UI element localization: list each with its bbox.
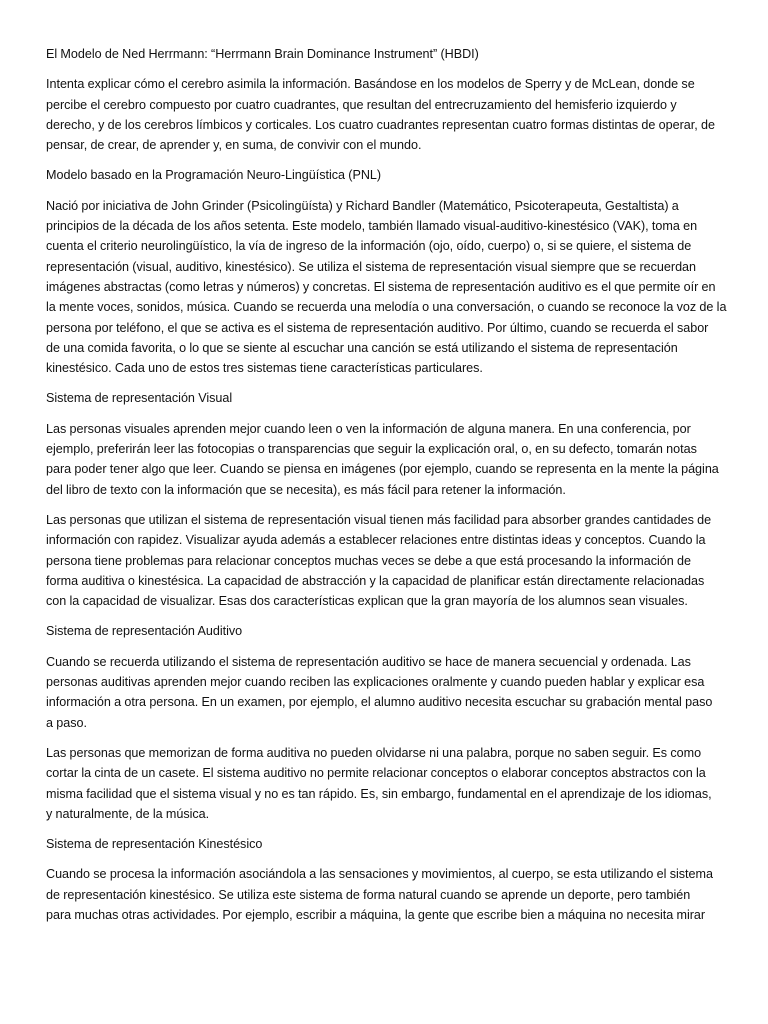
section-heading-2 — [46, 165, 726, 185]
text-line: Nació por iniciativa de John Grinder (Psicolingüísta) y Richard Bandler (Matemático, Psicoterapeuta, Gestaltista) a — [46, 198, 679, 213]
text-line: cortar la cinta de un casete. El sistema auditivo no permite relacionar conceptos o elaborar conceptos abstractos con la — [46, 766, 706, 781]
text-line: cuenta el criterio neurolingüístico, la vía de ingreso de la información (ojo, oído, cuerpo) o, si se quiere, el sistema de — [46, 239, 692, 254]
text-line: persona tiene problemas para relacionar conceptos muchas veces se debe a que está procesando la información de — [46, 553, 691, 568]
paragraph-2 — [46, 196, 726, 379]
section-heading-1 — [46, 44, 726, 64]
paragraph-3 — [46, 419, 726, 500]
text-line: principios de la década de los años setenta. Este modelo, también llamado visual-auditivo-kinestésico (VAK), toma en — [46, 219, 698, 234]
paragraph-7 — [46, 864, 726, 925]
text-line: forma auditiva o kinestésica. La capacidad de abstracción y la capacidad de planificar están directamente relacionadas — [46, 573, 705, 588]
text-line: Modelo basado en la Programación Neuro-Lingüística (PNL) — [46, 168, 382, 183]
text-line: con la capacidad de visualizar. Esas dos características explican que la gran mayoría de los alumnos sean visuales. — [46, 594, 688, 609]
text-line: Cuando se recuerda utilizando el sistema de representación auditivo se hace de manera secuencial y ordenada. Las — [46, 654, 691, 669]
text-line: del libro de texto con la información que se necesita), es más fácil para retener la información. — [46, 482, 566, 497]
text-line: Intenta explicar cómo el cerebro asimila la información. Basándose en los modelos de Sperry y de McLean, donde se — [46, 77, 695, 92]
document-page — [46, 44, 726, 935]
text-line: ejemplo, preferirán leer las fotocopias o transparencias que seguir la explicación oral, o, en su defecto, tomarán notas — [46, 442, 697, 457]
text-line: persona por teléfono, el que se activa es el sistema de representación auditivo. Por último, cuando se recuerda el sabor — [46, 320, 709, 335]
section-heading-3 — [46, 388, 726, 408]
text-line: El Modelo de Ned Herrmann: “Herrmann Brain Dominance Instrument” (HBDI) — [46, 47, 479, 61]
paragraph-4 — [46, 510, 726, 611]
text-line: misma facilidad que el sistema visual y no es tan rápido. Es, sin embargo, fundamental en el aprendizaje de los idiomas, — [46, 786, 712, 801]
text-line: Las personas que utilizan el sistema de representación visual tienen más facilidad para absorber grandes cantidades de — [46, 512, 712, 527]
text-line: kinestésico. Cada uno de estos tres sistemas tiene características particulares. — [46, 361, 483, 376]
paragraph-6 — [46, 743, 726, 824]
text-line: Sistema de representación Kinestésico — [46, 837, 263, 852]
text-line: representación (visual, auditivo, kinestésico). Se utiliza el sistema de representación visual siempre que se recuerdan — [46, 259, 697, 274]
text-line: y naturalmente, de la música. — [46, 806, 210, 821]
text-line: Sistema de representación Auditivo — [46, 624, 243, 639]
text-line: para muchas otras actividades. Por ejemplo, escribir a máquina, la gente que escribe bien a máquina no necesita mirar — [46, 907, 706, 922]
text-line: para poder tener algo que leer. Cuando se piensa en imágenes (por ejemplo, cuando se representa en la mente la página — [46, 462, 719, 477]
text-line: Sistema de representación Visual — [46, 391, 233, 406]
text-line: percibe el cerebro compuesto por cuatro cuadrantes, que resultan del entrecruzamiento del hemisferio izquierdo y — [46, 97, 677, 112]
text-line: de representación kinestésico. Se utiliza este sistema de forma natural cuando se aprende un deporte, pero también — [46, 887, 691, 902]
text-line: Las personas visuales aprenden mejor cuando leen o ven la información de alguna manera. En una conferencia, por — [46, 421, 691, 436]
text-line: la mente voces, sonidos, música. Cuando se recuerda una melodía o una conversación, o cuando se reconoce la voz de la — [46, 300, 727, 315]
text-line: Las personas que memorizan de forma auditiva no pueden olvidarse ni una palabra, porque no saben seguir. Es como — [46, 745, 702, 760]
section-heading-5 — [46, 834, 726, 854]
section-heading-4 — [46, 621, 726, 641]
paragraph-5 — [46, 652, 726, 733]
text-line: información a otra persona. En un examen, por ejemplo, el alumno auditivo necesita escuchar su grabación mental paso — [46, 695, 713, 710]
text-line: de una comida favorita, o lo que se siente al escuchar una canción se está utilizando el sistema de representación — [46, 340, 678, 355]
text-line: personas auditivas aprenden mejor cuando reciben las explicaciones oralmente y cuando pueden hablar y explicar esa — [46, 675, 705, 690]
text-line: información con rapidez. Visualizar ayuda además a establecer relaciones entre distintas ideas y conceptos. Cuando la — [46, 533, 706, 548]
text-line: imágenes abstractas (como letras y números) y concretas. El sistema de representación auditivo es el que permite oír en — [46, 279, 716, 294]
text-line: pensar, de crear, de aprender y, en suma, de convivir con el mundo. — [46, 138, 422, 153]
text-line: derecho, y de los cerebros límbicos y corticales. Los cuatro cuadrantes representan cuatro formas distintas de operar, de — [46, 117, 715, 132]
paragraph-1 — [46, 74, 726, 155]
text-line: Cuando se procesa la información asociándola a las sensaciones y movimientos, al cuerpo, se esta utilizando el sistema — [46, 867, 713, 882]
text-line: a paso. — [46, 715, 87, 730]
